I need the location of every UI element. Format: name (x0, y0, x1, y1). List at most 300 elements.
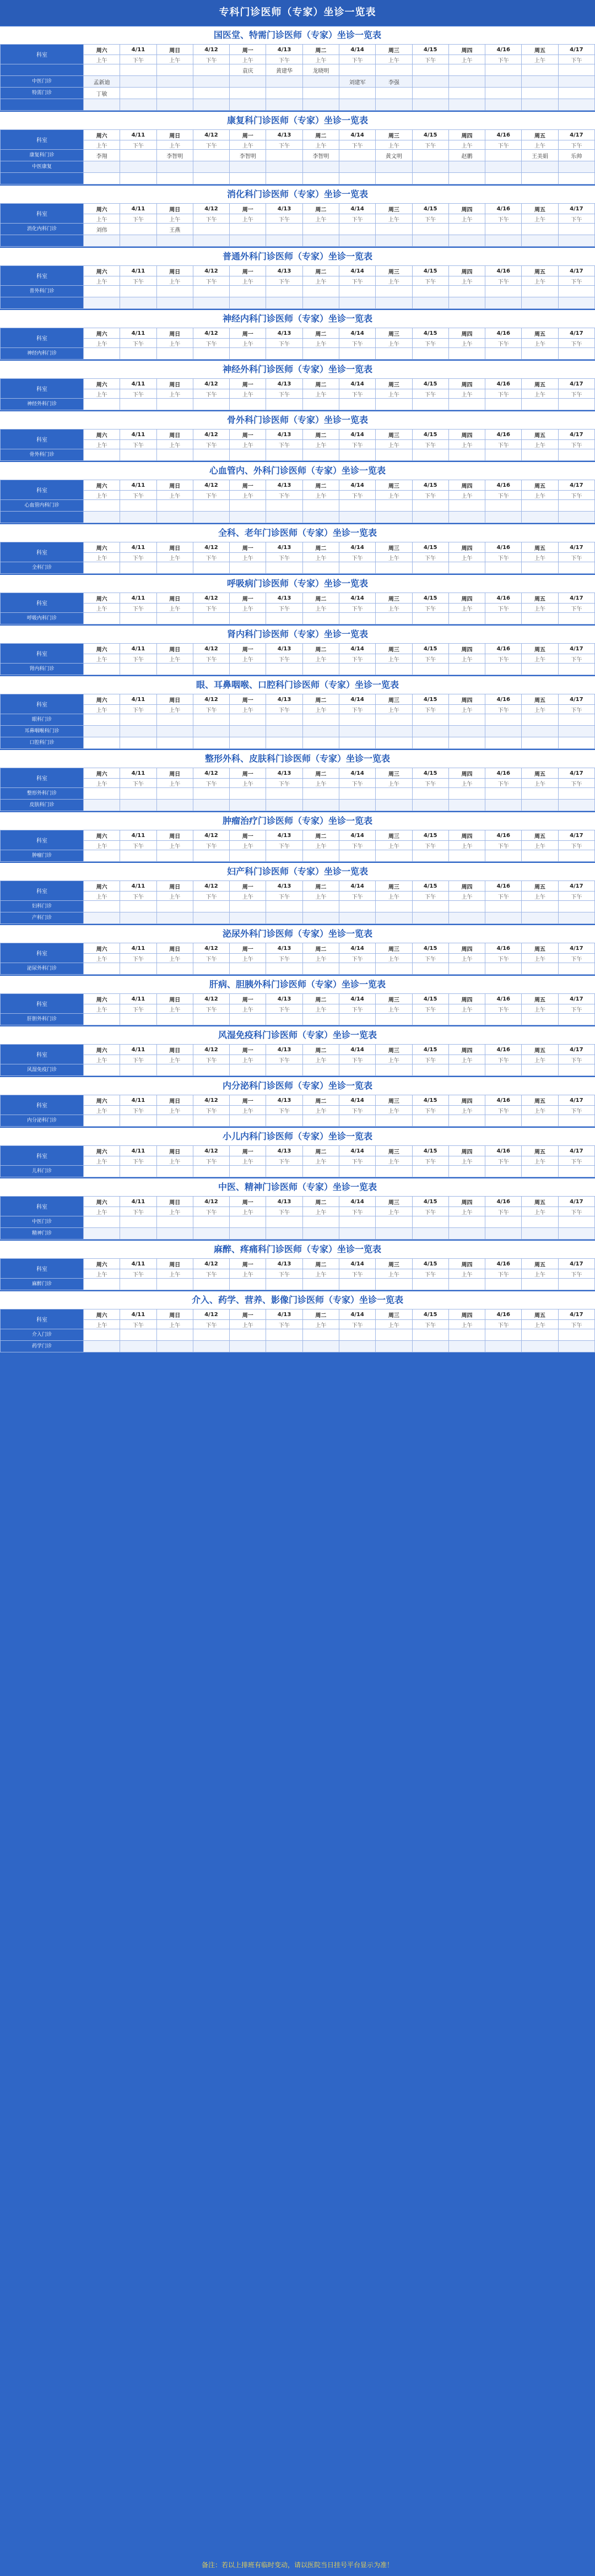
half-day-am: 上午 (522, 779, 558, 788)
day-name: 周四 (448, 1146, 485, 1156)
day-name: 周一 (230, 943, 266, 954)
doctor-cell (412, 901, 448, 912)
half-day-pm: 下午 (412, 1156, 448, 1166)
doctor-cell (120, 1014, 156, 1025)
day-date: 4/11 (120, 768, 156, 779)
half-day-pm: 下午 (339, 276, 375, 286)
corner-header: 科室 (1, 881, 84, 901)
section-title: 肿瘤治疗门诊医师（专家）坐诊一览表 (0, 812, 595, 830)
half-day-pm: 下午 (120, 892, 156, 901)
dept-label (1, 512, 84, 523)
schedule-table (0, 830, 595, 862)
half-day-pm: 下午 (120, 1106, 156, 1115)
doctor-cell (84, 399, 120, 410)
half-day-am: 上午 (522, 654, 558, 664)
day-date: 4/13 (266, 1095, 302, 1106)
doctor-cell (84, 1115, 120, 1127)
half-day-am: 上午 (448, 705, 485, 714)
doctor-cell (230, 173, 266, 184)
doctor-cell (266, 737, 302, 749)
half-day-am: 上午 (156, 654, 193, 664)
half-day-am: 上午 (448, 55, 485, 64)
doctor-cell (339, 562, 375, 574)
doctor-cell (156, 500, 193, 512)
day-date: 4/11 (120, 266, 156, 276)
half-day-pm: 下午 (412, 1055, 448, 1064)
day-date: 4/13 (266, 45, 302, 55)
day-date: 4/16 (485, 1309, 522, 1320)
doctor-cell (376, 726, 412, 737)
half-day-pm: 下午 (485, 553, 522, 562)
doctor-cell (156, 449, 193, 461)
half-day-am: 上午 (302, 491, 339, 500)
doctor-cell (193, 161, 229, 173)
doctor-cell (230, 99, 266, 111)
half-day-am: 上午 (448, 339, 485, 348)
half-day-pm: 下午 (266, 841, 302, 850)
doctor-cell (485, 500, 522, 512)
half-day-am: 上午 (302, 1106, 339, 1115)
schedule-table (0, 265, 595, 309)
half-day-am: 上午 (522, 553, 558, 562)
day-name: 周四 (448, 430, 485, 440)
half-day-pm: 下午 (339, 841, 375, 850)
doctor-cell (302, 286, 339, 297)
doctor-cell (485, 664, 522, 675)
half-day-pm: 下午 (412, 841, 448, 850)
doctor-cell (302, 1216, 339, 1228)
day-name: 周二 (302, 593, 339, 604)
doctor-cell (485, 512, 522, 523)
day-date: 4/11 (120, 694, 156, 705)
doctor-cell (120, 449, 156, 461)
half-day-pm: 下午 (266, 1004, 302, 1014)
day-name: 周六 (84, 694, 120, 705)
section-title: 消化科门诊医师（专家）坐诊一览表 (0, 186, 595, 203)
section-6 (0, 410, 595, 461)
doctor-cell (522, 512, 558, 523)
doctor-cell (266, 512, 302, 523)
day-date: 4/13 (266, 1309, 302, 1320)
doctor-cell (412, 788, 448, 800)
day-name: 周一 (230, 430, 266, 440)
half-day-pm: 下午 (412, 705, 448, 714)
doctor-cell (266, 963, 302, 975)
half-day-pm: 下午 (193, 604, 229, 613)
day-name: 周六 (84, 768, 120, 779)
doctor-cell (485, 235, 522, 247)
half-day-am: 上午 (522, 440, 558, 449)
section-12 (0, 749, 595, 811)
day-date: 4/16 (485, 379, 522, 389)
half-day-pm: 下午 (485, 440, 522, 449)
half-day-pm: 下午 (193, 841, 229, 850)
dept-label: 肝胆外科门诊 (1, 1014, 84, 1025)
doctor-cell (302, 1166, 339, 1177)
doctor-cell (558, 173, 594, 184)
half-day-am: 上午 (302, 841, 339, 850)
doctor-cell (339, 1014, 375, 1025)
half-day-pm: 下午 (485, 140, 522, 150)
day-date: 4/17 (558, 379, 594, 389)
day-name: 周四 (448, 1095, 485, 1106)
doctor-cell (412, 1216, 448, 1228)
doctor-cell (522, 901, 558, 912)
doctor-cell (558, 88, 594, 99)
doctor-cell (156, 161, 193, 173)
half-day-pm: 下午 (558, 654, 594, 664)
doctor-cell (230, 76, 266, 88)
doctor-cell (266, 562, 302, 574)
doctor-cell (266, 99, 302, 111)
doctor-cell (376, 297, 412, 309)
doctor-cell (156, 1166, 193, 1177)
doctor-cell (193, 1329, 229, 1341)
doctor-cell: 李智明 (230, 150, 266, 161)
doctor-cell (339, 726, 375, 737)
doctor-cell (448, 562, 485, 574)
doctor-cell (485, 150, 522, 161)
doctor-cell (558, 613, 594, 624)
schedule-table (0, 429, 595, 461)
schedule-table (0, 480, 595, 523)
doctor-cell (230, 1341, 266, 1352)
day-name: 周五 (522, 1095, 558, 1106)
doctor-cell (376, 912, 412, 924)
doctor-cell: 孟新迪 (84, 76, 120, 88)
doctor-cell (558, 286, 594, 297)
half-day-pm: 下午 (412, 553, 448, 562)
day-date: 4/13 (266, 1197, 302, 1207)
doctor-cell (193, 449, 229, 461)
day-date: 4/13 (266, 130, 302, 140)
doctor-cell (266, 714, 302, 726)
day-date: 4/16 (485, 266, 522, 276)
half-day-pm: 下午 (339, 1004, 375, 1014)
doctor-cell (266, 850, 302, 862)
doctor-cell (339, 737, 375, 749)
day-date: 4/11 (120, 542, 156, 553)
doctor-cell (376, 613, 412, 624)
doctor-cell (84, 286, 120, 297)
half-day-pm: 下午 (120, 491, 156, 500)
half-day-pm: 下午 (339, 1156, 375, 1166)
day-date: 4/16 (485, 694, 522, 705)
half-day-am: 上午 (376, 214, 412, 224)
doctor-cell (266, 150, 302, 161)
doctor-cell (193, 912, 229, 924)
section-title: 眼、耳鼻咽喉、口腔科门诊医师（专家）坐诊一览表 (0, 676, 595, 694)
day-date: 4/12 (193, 694, 229, 705)
doctor-cell: 赵鹏 (448, 150, 485, 161)
half-day-pm: 下午 (339, 553, 375, 562)
half-day-am: 上午 (84, 440, 120, 449)
doctor-cell (448, 788, 485, 800)
doctor-cell (266, 912, 302, 924)
dept-label: 骨外科门诊 (1, 449, 84, 461)
doctor-cell (84, 64, 120, 76)
doctor-cell (230, 235, 266, 247)
day-name: 周五 (522, 830, 558, 841)
half-day-pm: 下午 (485, 1055, 522, 1064)
day-date: 4/16 (485, 830, 522, 841)
day-date: 4/11 (120, 881, 156, 892)
half-day-pm: 下午 (193, 954, 229, 963)
day-date: 4/16 (485, 1045, 522, 1055)
half-day-pm: 下午 (266, 214, 302, 224)
day-name: 周二 (302, 768, 339, 779)
doctor-cell (84, 99, 120, 111)
half-day-am: 上午 (522, 1106, 558, 1115)
half-day-am: 上午 (448, 1055, 485, 1064)
doctor-cell (266, 664, 302, 675)
half-day-am: 上午 (302, 779, 339, 788)
day-date: 4/15 (412, 1197, 448, 1207)
section-22 (0, 1290, 595, 1352)
day-date: 4/11 (120, 430, 156, 440)
doctor-cell (376, 1228, 412, 1240)
day-name: 周日 (156, 266, 193, 276)
half-day-pm: 下午 (412, 604, 448, 613)
day-name: 周二 (302, 1146, 339, 1156)
doctor-cell (522, 963, 558, 975)
day-name: 周二 (302, 130, 339, 140)
dept-label: 妇科门诊 (1, 901, 84, 912)
doctor-cell (339, 714, 375, 726)
doctor-cell (522, 99, 558, 111)
half-day-pm: 下午 (266, 140, 302, 150)
doctor-cell (448, 664, 485, 675)
day-name: 周五 (522, 430, 558, 440)
half-day-pm: 下午 (485, 892, 522, 901)
doctor-cell (448, 64, 485, 76)
day-date: 4/15 (412, 542, 448, 553)
doctor-cell (84, 235, 120, 247)
day-name: 周五 (522, 542, 558, 553)
day-name: 周一 (230, 694, 266, 705)
half-day-pm: 下午 (485, 389, 522, 399)
day-date: 4/14 (339, 1146, 375, 1156)
day-name: 周四 (448, 830, 485, 841)
corner-header: 科室 (1, 480, 84, 500)
doctor-cell (193, 173, 229, 184)
half-day-am: 上午 (156, 954, 193, 963)
doctor-cell: 刘建军 (339, 76, 375, 88)
half-day-pm: 下午 (412, 1320, 448, 1329)
half-day-pm: 下午 (266, 779, 302, 788)
half-day-pm: 下午 (193, 339, 229, 348)
doctor-cell (448, 737, 485, 749)
day-date: 4/12 (193, 266, 229, 276)
doctor-cell (412, 1228, 448, 1240)
half-day-pm: 下午 (339, 779, 375, 788)
day-date: 4/14 (339, 1095, 375, 1106)
day-name: 周六 (84, 881, 120, 892)
half-day-pm: 下午 (558, 1004, 594, 1014)
half-day-am: 上午 (522, 892, 558, 901)
half-day-am: 上午 (302, 389, 339, 399)
doctor-cell (485, 726, 522, 737)
day-name: 周六 (84, 1309, 120, 1320)
day-name: 周三 (376, 768, 412, 779)
day-name: 周五 (522, 204, 558, 214)
doctor-cell (193, 714, 229, 726)
half-day-pm: 下午 (120, 389, 156, 399)
doctor-cell (84, 1064, 120, 1076)
doctor-cell (120, 76, 156, 88)
doctor-cell (266, 901, 302, 912)
doctor-cell (84, 297, 120, 309)
half-day-pm: 下午 (193, 705, 229, 714)
half-day-pm: 下午 (412, 954, 448, 963)
doctor-cell (120, 1064, 156, 1076)
day-name: 周一 (230, 266, 266, 276)
doctor-cell (558, 912, 594, 924)
doctor-cell (302, 613, 339, 624)
doctor-cell (412, 150, 448, 161)
day-name: 周一 (230, 328, 266, 339)
doctor-cell (448, 500, 485, 512)
half-day-pm: 下午 (339, 440, 375, 449)
half-day-am: 上午 (376, 654, 412, 664)
dept-label: 神经内科门诊 (1, 348, 84, 360)
day-date: 4/15 (412, 1045, 448, 1055)
doctor-cell (193, 726, 229, 737)
day-name: 周三 (376, 1095, 412, 1106)
half-day-pm: 下午 (558, 705, 594, 714)
day-date: 4/12 (193, 994, 229, 1004)
half-day-am: 上午 (84, 654, 120, 664)
half-day-am: 上午 (230, 1320, 266, 1329)
day-name: 周五 (522, 328, 558, 339)
doctor-cell (485, 76, 522, 88)
doctor-cell (230, 963, 266, 975)
corner-header: 科室 (1, 644, 84, 664)
day-date: 4/17 (558, 644, 594, 654)
corner-header: 科室 (1, 1197, 84, 1216)
doctor-cell (339, 150, 375, 161)
half-day-pm: 下午 (412, 55, 448, 64)
doctor-cell (156, 88, 193, 99)
doctor-cell (84, 161, 120, 173)
doctor-cell (230, 1279, 266, 1290)
day-date: 4/11 (120, 130, 156, 140)
doctor-cell (302, 1341, 339, 1352)
doctor-cell (193, 224, 229, 235)
doctor-cell (339, 963, 375, 975)
day-date: 4/11 (120, 943, 156, 954)
half-day-am: 上午 (230, 140, 266, 150)
doctor-cell (448, 1064, 485, 1076)
half-day-pm: 下午 (412, 276, 448, 286)
half-day-pm: 下午 (266, 491, 302, 500)
doctor-cell (193, 1064, 229, 1076)
doctor-cell (522, 399, 558, 410)
half-day-pm: 下午 (339, 1106, 375, 1115)
day-name: 周二 (302, 430, 339, 440)
doctor-cell (84, 1014, 120, 1025)
doctor-cell (522, 912, 558, 924)
doctor-cell (448, 850, 485, 862)
doctor-cell (339, 1216, 375, 1228)
doctor-cell (485, 1329, 522, 1341)
half-day-pm: 下午 (558, 276, 594, 286)
half-day-am: 上午 (376, 339, 412, 348)
half-day-am: 上午 (230, 440, 266, 449)
doctor-cell (84, 737, 120, 749)
doctor-cell (266, 1341, 302, 1352)
half-day-pm: 下午 (193, 1156, 229, 1166)
day-date: 4/15 (412, 328, 448, 339)
day-date: 4/16 (485, 768, 522, 779)
doctor-cell (412, 1279, 448, 1290)
doctor-cell (339, 912, 375, 924)
doctor-cell (448, 224, 485, 235)
day-date: 4/17 (558, 943, 594, 954)
doctor-cell (302, 1279, 339, 1290)
doctor-cell (339, 99, 375, 111)
doctor-cell (522, 1341, 558, 1352)
half-day-pm: 下午 (339, 654, 375, 664)
doctor-cell (376, 901, 412, 912)
doctor-cell (156, 297, 193, 309)
day-date: 4/11 (120, 593, 156, 604)
doctor-cell (558, 850, 594, 862)
doctor-cell (448, 235, 485, 247)
day-date: 4/14 (339, 266, 375, 276)
doctor-cell (156, 1115, 193, 1127)
doctor-cell (485, 64, 522, 76)
doctor-cell (302, 348, 339, 360)
half-day-pm: 下午 (558, 779, 594, 788)
day-date: 4/12 (193, 1197, 229, 1207)
day-date: 4/14 (339, 1197, 375, 1207)
half-day-am: 上午 (230, 1269, 266, 1279)
half-day-pm: 下午 (339, 604, 375, 613)
half-day-pm: 下午 (120, 1004, 156, 1014)
doctor-cell (558, 1014, 594, 1025)
doctor-cell (302, 901, 339, 912)
day-date: 4/15 (412, 480, 448, 491)
doctor-cell (339, 64, 375, 76)
dept-label: 消化内科门诊 (1, 224, 84, 235)
doctor-cell (376, 88, 412, 99)
doctor-cell (376, 737, 412, 749)
doctor-cell (302, 297, 339, 309)
doctor-cell (156, 726, 193, 737)
half-day-am: 上午 (230, 491, 266, 500)
doctor-cell (339, 399, 375, 410)
half-day-pm: 下午 (339, 214, 375, 224)
half-day-am: 上午 (448, 214, 485, 224)
day-date: 4/12 (193, 1259, 229, 1269)
doctor-cell (485, 714, 522, 726)
half-day-am: 上午 (522, 214, 558, 224)
day-name: 周三 (376, 994, 412, 1004)
section-2 (0, 184, 595, 247)
doctor-cell (230, 800, 266, 811)
doctor-cell (120, 737, 156, 749)
doctor-cell (485, 286, 522, 297)
corner-header: 科室 (1, 768, 84, 788)
half-day-pm: 下午 (120, 440, 156, 449)
half-day-pm: 下午 (193, 1055, 229, 1064)
day-date: 4/14 (339, 644, 375, 654)
half-day-pm: 下午 (120, 1269, 156, 1279)
day-name: 周二 (302, 994, 339, 1004)
doctor-cell (448, 912, 485, 924)
doctor-cell (230, 500, 266, 512)
